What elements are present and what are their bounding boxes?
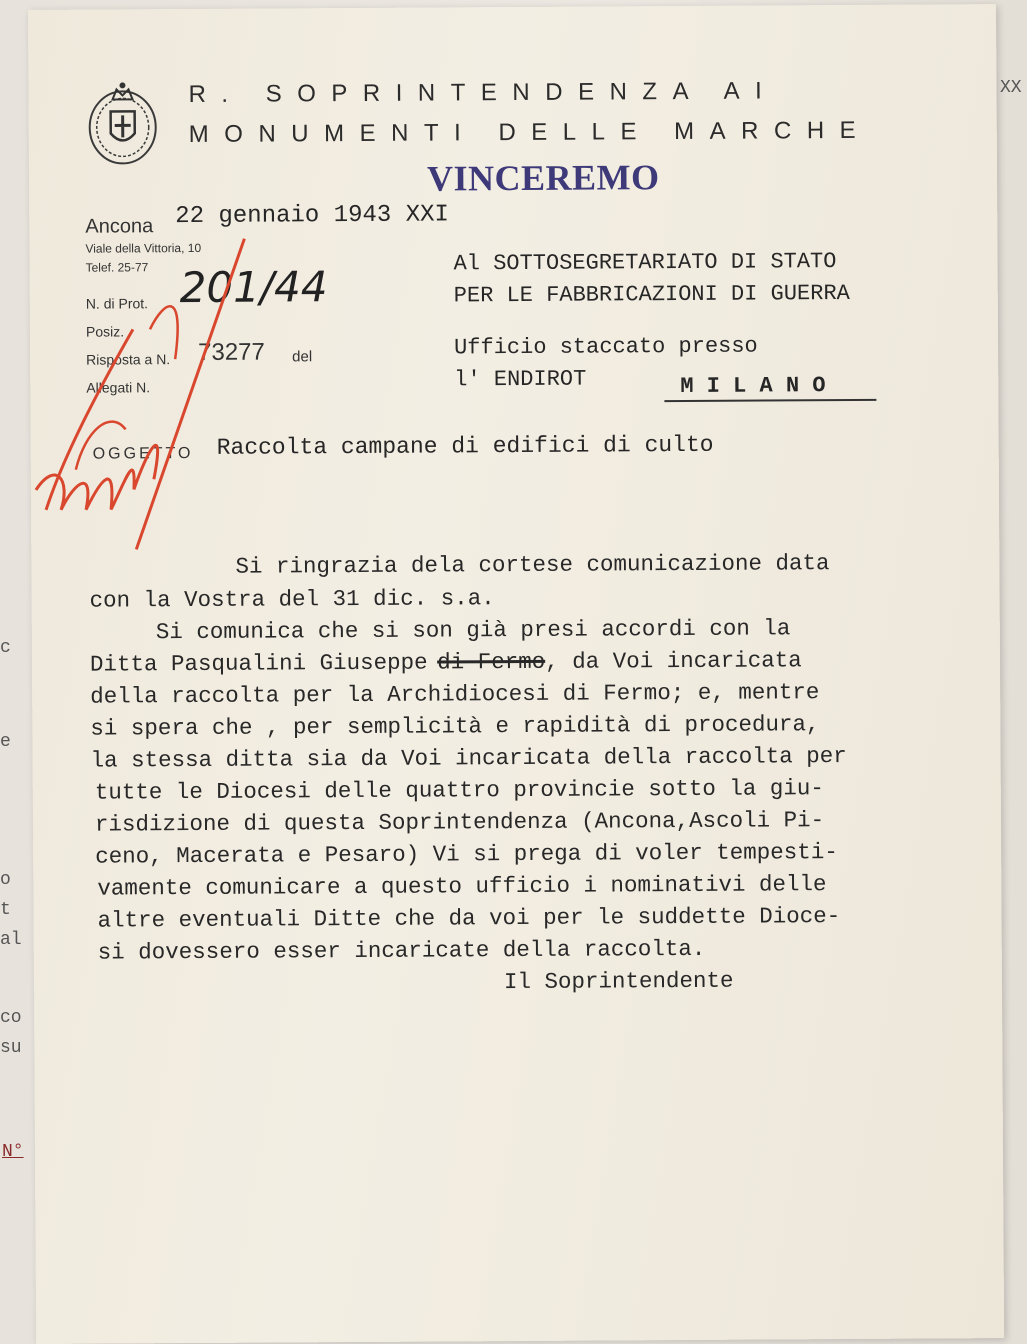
signature-line: Il Soprintendente (503, 967, 734, 996)
position-label: Posiz. (85, 323, 125, 340)
body-line: la stessa ditta sia da Voi incaricata della raccolta per (90, 743, 847, 774)
protocol-number-handwritten: 201/44 (179, 262, 328, 313)
letterhead-line-2: MONUMENTI DELLE MARCHE (188, 116, 872, 149)
letter-page (28, 4, 1004, 1344)
body-line: si dovessero esser incaricate della raccolta. (97, 935, 706, 966)
body-line-with-strikethrough (90, 647, 802, 677)
background-text: co (0, 1008, 22, 1028)
body-line: Si ringrazia dela cortese comunicazione data (235, 550, 830, 580)
background-text: al (0, 930, 22, 950)
office-address: Viale della Vittoria, 10 (85, 240, 202, 256)
struck-text: di Fermo (437, 648, 546, 676)
body-line: risdizione di questa Soprintendenza (Ancona,Ascoli Pi- (94, 807, 825, 838)
body-text: , da Voi incaricata (545, 647, 802, 675)
subject-value: Raccolta campane di edifici di culto (216, 431, 714, 461)
reply-del-label: del (292, 348, 313, 366)
protocol-label: N. di Prot. (85, 295, 149, 312)
body-text: Ditta Pasqualini Giuseppe (89, 649, 428, 678)
coat-of-arms-icon (86, 75, 159, 167)
recipient-line-2: PER LE FABBRICAZIONI DI GUERRA (453, 280, 850, 309)
body-line: tutte le Diocesi delle quattro provincie sotto la giu- (94, 775, 824, 806)
background-text: t (0, 900, 11, 920)
body-line: Si comunica che si son già presi accordi con la (155, 615, 791, 646)
recipient-line-1: Al SOTTOSEGRETARIATO DI STATO (453, 249, 837, 277)
body-line: con la Vostra del 31 dic. s.a. (89, 585, 495, 614)
office-phone: Telef. 25-77 (85, 260, 149, 275)
body-line: ceno, Macerata e Pesaro) Vi si prega di voler tempesti- (95, 839, 838, 870)
attachments-label: Allegati N. (86, 379, 151, 396)
background-text: XX (1000, 78, 1022, 98)
recipient-line-4: l' ENDIROT (454, 366, 587, 393)
background-text: N° (2, 1142, 24, 1162)
background-text: o (0, 870, 11, 890)
recipient-city: M I L A N O (680, 373, 826, 400)
city-label: Ancona (85, 215, 154, 238)
red-pencil-annotation (14, 178, 316, 580)
body-line: si spera che , per semplicità e rapidità di procedura, (90, 711, 820, 742)
body-line: della raccolta per la Archidiocesi di Fermo; e, mentre (90, 679, 820, 710)
city-underline (664, 399, 876, 402)
letter-date: 22 gennaio 1943 XXI (175, 201, 449, 231)
reply-label: Risposta a N. (86, 351, 171, 368)
vinceremo-stamp: VINCEREMO (426, 157, 660, 199)
letterhead-line-1: R. SOPRINTENDENZA AI (188, 77, 778, 109)
background-text: e (0, 732, 11, 752)
background-text: su (0, 1038, 22, 1058)
subject-label: OGGETTO (92, 444, 194, 463)
background-text: c (0, 638, 11, 658)
reply-number: 73277 (198, 338, 265, 366)
body-line: vamente comunicare a questo ufficio i nominativi delle (97, 871, 827, 902)
recipient-line-3: Ufficio staccato presso (453, 333, 758, 361)
body-line: altre eventuali Ditte che da voi per le suddette Dioce- (97, 903, 841, 934)
